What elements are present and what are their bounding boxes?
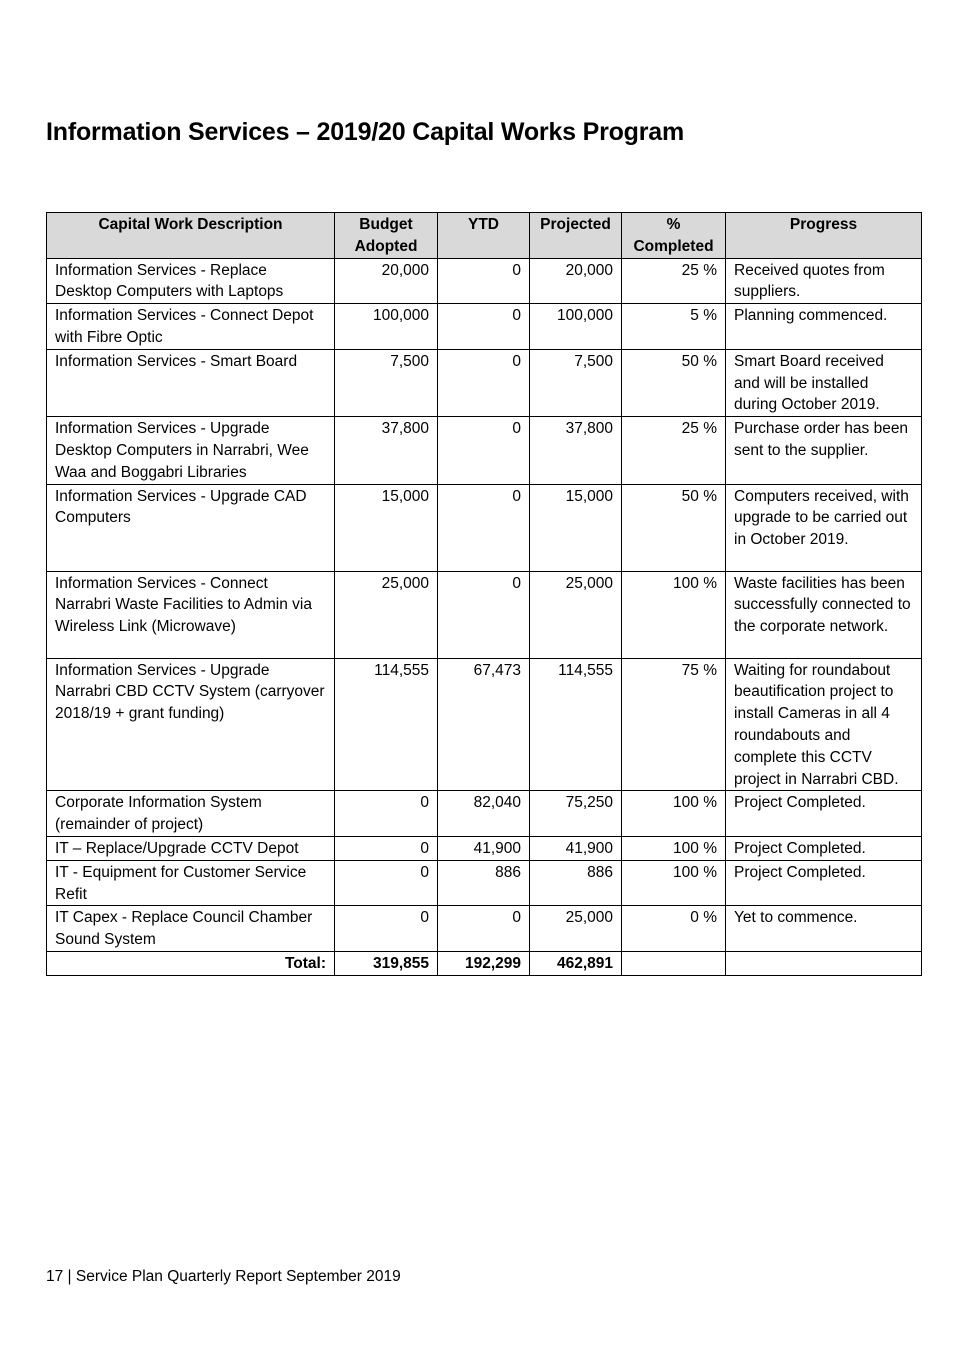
row-description: Information Services - Upgrade Desktop Computers in Narrabri, Wee Waa and Boggabri Libraries xyxy=(47,417,335,484)
row-progress: Waiting for roundabout beautification project to install Cameras in all 4 roundabouts and complete this CCTV project in Narrabri CBD. xyxy=(726,658,922,791)
header-projected: Projected xyxy=(530,213,622,259)
total-projected: 462,891 xyxy=(530,951,622,975)
table-row xyxy=(47,836,922,860)
row-budget: 7,500 xyxy=(335,349,438,416)
row-description: Information Services - Upgrade CAD Computers xyxy=(47,484,335,571)
total-ytd: 192,299 xyxy=(438,951,530,975)
row-percent: 50 % xyxy=(622,484,726,571)
row-projected: 886 xyxy=(530,860,622,906)
row-budget: 100,000 xyxy=(335,304,438,350)
row-description: Corporate Information System (remainder of project) xyxy=(47,791,335,837)
table-header-row xyxy=(47,213,922,259)
page-footer: 17 | Service Plan Quarterly Report September 2019 xyxy=(46,1268,401,1285)
capital-works-table xyxy=(46,212,922,976)
row-percent: 100 % xyxy=(622,860,726,906)
row-description: IT – Replace/Upgrade CCTV Depot xyxy=(47,836,335,860)
row-ytd: 82,040 xyxy=(438,791,530,837)
row-progress: Received quotes from suppliers. xyxy=(726,258,922,304)
row-projected: 75,250 xyxy=(530,791,622,837)
header-progress: Progress xyxy=(726,213,922,259)
row-description: Information Services - Upgrade Narrabri CBD CCTV System (carryover 2018/19 + grant funding) xyxy=(47,658,335,791)
row-progress: Planning commenced. xyxy=(726,304,922,350)
row-budget: 0 xyxy=(335,860,438,906)
row-projected: 20,000 xyxy=(530,258,622,304)
row-ytd: 0 xyxy=(438,417,530,484)
row-projected: 41,900 xyxy=(530,836,622,860)
row-percent: 100 % xyxy=(622,791,726,837)
row-budget: 25,000 xyxy=(335,571,438,658)
header-percent-completed: % Completed xyxy=(622,213,726,259)
table-row xyxy=(47,258,922,304)
row-projected: 114,555 xyxy=(530,658,622,791)
table-row xyxy=(47,571,922,658)
row-progress: Purchase order has been sent to the supplier. xyxy=(726,417,922,484)
row-ytd: 0 xyxy=(438,571,530,658)
row-description: Information Services - Connect Depot with Fibre Optic xyxy=(47,304,335,350)
row-description: IT - Equipment for Customer Service Refit xyxy=(47,860,335,906)
row-projected: 7,500 xyxy=(530,349,622,416)
row-projected: 25,000 xyxy=(530,906,622,952)
page-title: Information Services – 2019/20 Capital Works Program xyxy=(46,118,685,146)
total-label: Total: xyxy=(47,951,335,975)
row-projected: 37,800 xyxy=(530,417,622,484)
header-budget-adopted: Budget Adopted xyxy=(335,213,438,259)
row-budget: 0 xyxy=(335,836,438,860)
row-percent: 50 % xyxy=(622,349,726,416)
row-ytd: 41,900 xyxy=(438,836,530,860)
row-budget: 0 xyxy=(335,791,438,837)
row-projected: 100,000 xyxy=(530,304,622,350)
row-description: Information Services - Connect Narrabri Waste Facilities to Admin via Wireless Link (Microwave) xyxy=(47,571,335,658)
row-percent: 25 % xyxy=(622,258,726,304)
row-progress: Project Completed. xyxy=(726,791,922,837)
table-row xyxy=(47,484,922,571)
table-row xyxy=(47,906,922,952)
row-progress: Project Completed. xyxy=(726,836,922,860)
row-percent: 75 % xyxy=(622,658,726,791)
row-budget: 20,000 xyxy=(335,258,438,304)
table-row xyxy=(47,791,922,837)
row-ytd: 67,473 xyxy=(438,658,530,791)
row-description: Information Services - Replace Desktop Computers with Laptops xyxy=(47,258,335,304)
row-progress: Computers received, with upgrade to be carried out in October 2019. xyxy=(726,484,922,571)
table-row xyxy=(47,304,922,350)
table-row xyxy=(47,349,922,416)
row-description: Information Services - Smart Board xyxy=(47,349,335,416)
row-percent: 25 % xyxy=(622,417,726,484)
row-description: IT Capex - Replace Council Chamber Sound System xyxy=(47,906,335,952)
row-projected: 25,000 xyxy=(530,571,622,658)
row-ytd: 0 xyxy=(438,349,530,416)
row-percent: 100 % xyxy=(622,571,726,658)
row-progress: Yet to commence. xyxy=(726,906,922,952)
table-row xyxy=(47,860,922,906)
total-budget: 319,855 xyxy=(335,951,438,975)
row-ytd: 0 xyxy=(438,258,530,304)
total-empty-cell xyxy=(622,951,726,975)
total-empty-cell xyxy=(726,951,922,975)
row-budget: 114,555 xyxy=(335,658,438,791)
row-percent: 0 % xyxy=(622,906,726,952)
row-projected: 15,000 xyxy=(530,484,622,571)
row-ytd: 0 xyxy=(438,906,530,952)
row-progress: Smart Board received and will be installed during October 2019. xyxy=(726,349,922,416)
row-ytd: 0 xyxy=(438,484,530,571)
row-percent: 100 % xyxy=(622,836,726,860)
row-progress: Project Completed. xyxy=(726,860,922,906)
row-progress: Waste facilities has been successfully connected to the corporate network. xyxy=(726,571,922,658)
row-budget: 37,800 xyxy=(335,417,438,484)
row-ytd: 886 xyxy=(438,860,530,906)
row-budget: 15,000 xyxy=(335,484,438,571)
table-row xyxy=(47,417,922,484)
header-description: Capital Work Description xyxy=(47,213,335,259)
total-row xyxy=(47,951,922,975)
table-row xyxy=(47,658,922,791)
header-ytd: YTD xyxy=(438,213,530,259)
row-budget: 0 xyxy=(335,906,438,952)
row-percent: 5 % xyxy=(622,304,726,350)
row-ytd: 0 xyxy=(438,304,530,350)
